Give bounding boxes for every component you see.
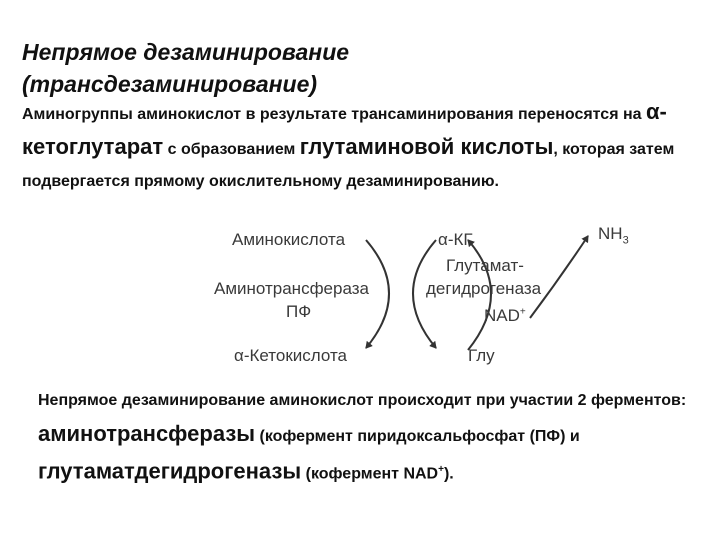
arrow-to-nh3 bbox=[530, 236, 588, 318]
gdh-label-line-1: Глутамат- bbox=[446, 256, 524, 275]
nh3-subscript: 3 bbox=[622, 234, 629, 247]
amino-acid-label: Аминокислота bbox=[232, 230, 346, 249]
term-glutamate-dehydrogenase: глутаматдегидрогеназы bbox=[38, 458, 302, 484]
intro-paragraph bbox=[22, 96, 702, 198]
intro-text-2: с образованием bbox=[163, 141, 300, 158]
summary-nad-superscript: + bbox=[438, 464, 444, 475]
intro-text-3: , которая затем подвергается прямому окислительному дезаминированию. bbox=[22, 141, 675, 190]
nad-superscript: + bbox=[519, 306, 526, 318]
intro-text-1: Аминогруппы аминокислот в результате трансаминирования переносятся на bbox=[22, 106, 646, 123]
summary-paragraph bbox=[38, 384, 698, 490]
slide-title bbox=[22, 36, 349, 100]
nh3-text: NH bbox=[598, 224, 623, 243]
glu-label: Глу bbox=[468, 346, 495, 365]
summary-text-2: (кофермент пиридоксальфосфат (ПФ) и bbox=[255, 428, 580, 445]
summary-text-1: Непрямое дезаминирование аминокислот происходит при участии 2 ферментов: bbox=[38, 392, 687, 409]
title-line-1: Непрямое дезаминирование bbox=[22, 39, 350, 65]
reaction-scheme bbox=[200, 218, 640, 378]
term-glutamic-acid: глутаминовой кислоты bbox=[299, 134, 554, 159]
keto-acid-label: α-Кетокислота bbox=[234, 346, 348, 365]
gdh-label-line-2: дегидрогеназа bbox=[426, 279, 542, 298]
nad-text: NAD bbox=[484, 306, 520, 325]
summary-text-4: ). bbox=[443, 465, 454, 483]
term-alpha-ketoglutarate: α-кетоглутарат bbox=[22, 99, 667, 159]
arrow-amino-acid-to-keto-acid bbox=[366, 240, 389, 348]
transferase-label: Аминотрансфераза bbox=[214, 279, 369, 298]
nh3-label bbox=[598, 224, 629, 246]
nad-label bbox=[484, 306, 526, 326]
title-line-2: (трансдезаминирование) bbox=[22, 71, 318, 97]
pf-label: ПФ bbox=[286, 302, 312, 321]
akg-label: α-КГ bbox=[438, 230, 473, 249]
term-aminotransferase: аминотрансферазы bbox=[38, 421, 256, 446]
summary-text-3: (кофермент NAD bbox=[301, 465, 439, 483]
